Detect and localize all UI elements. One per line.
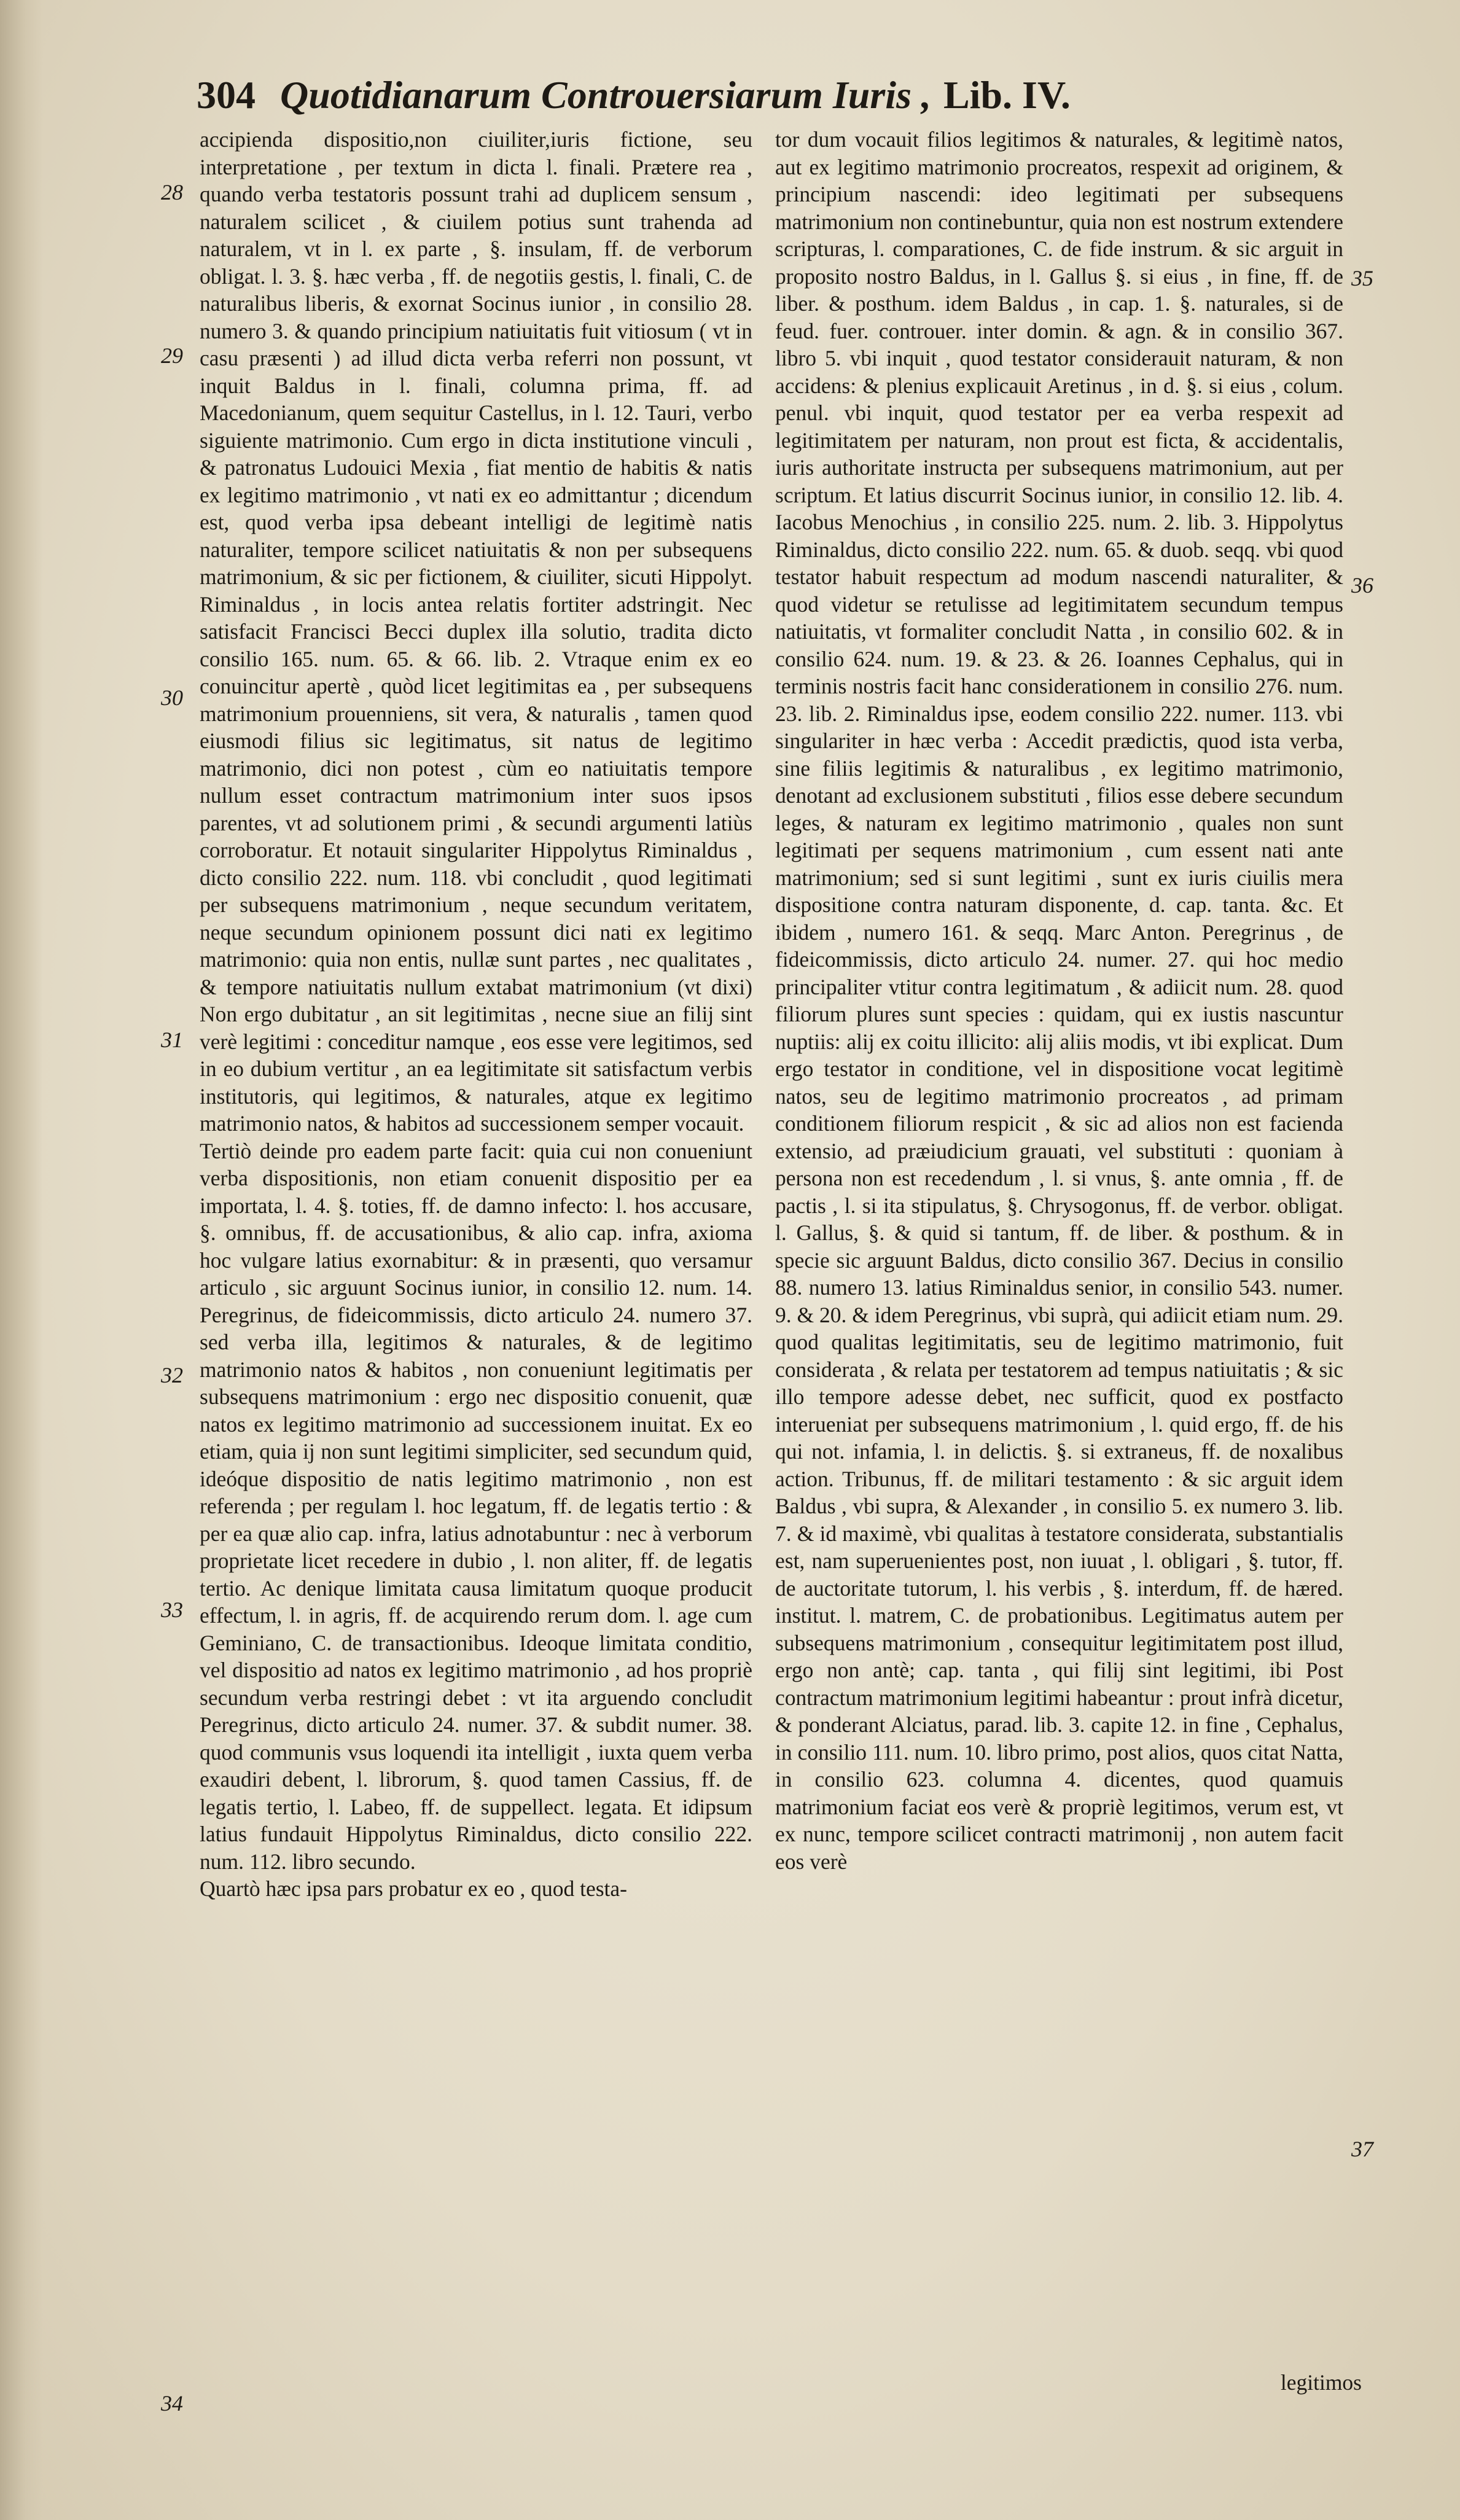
paragraph: accipienda dispositio,non ciuiliter,iuris fictione, seu interpretatione , per textum in dicta l. finali. Prætere rea , quando verba testatoris possunt trahi ad duplicem sensum , naturalem scilicet , & ciuilem potius sunt trahenda ad naturalem, vt in l. ex parte , §. insulam, ff. de verborum obligat. l. 3. §. hæc verba , ff. de negotiis gestis, l. finali, C. de naturalibus liberis, & exornat Socinus iunior , in consilio 28. numero 3. & quando principium natiuitatis fuit vitiosum ( vt in casu præsenti ) ad illud dicta verba referri non possunt, vt inquit Baldus in l. finali, columna prima, ff. ad Macedonianum, quem sequitur Castellus, in l. 12. Tauri, verbo siguiente matrimonio. Cum ergo in dicta institutione vinculi , & patronatus Ludouici Mexia , fiat mentio de habitis & natis ex legitimo matrimonio , vt nati ex eo admittantur ; dicendum est, quod verba ipsa debeant intelligi de legitimè natis naturaliter, tempore scilicet natiuitatis & non per subsequens matrimonium, & sic per fictionem, & ciuiliter, sicuti Hippolyt. Riminaldus , in locis antea relatis fortiter adstringit. Nec satisfacit Francisci Becci duplex illa solutio, tradita dicto consilio 165. num. 65. & 66. lib. 2. Vtraque enim ex eo conuincitur apertè , quòd licet legitimitas ea , per subsequens matrimonium prouenniens, sit vera, & naturalis , tamen quod eiusmodi filius sic legitimatus, sit natus de legitimo matrimonio, dici non potest , cùm eo natiuitatis tempore nullum esset contractum matrimonium inter suos ipsos parentes, vt ad solutionem primi , & secundi argumenti latiùs corroboratur. Et notauit singulariter Hippolytus Riminaldus , dicto consilio 222. num. 118. vbi concludit , quod legitimati per subsequens matrimonium , neque secundum veritatem, neque secundum opinionem possunt dici nati ex legitimo matrimonio: quia non entis, nullæ sunt partes , nec qualitates , & tempore natiuitatis nullum extabat matrimonium (vt dixi) Non ergo dubitatur , an sit legitimitas , necne siue an filij sint verè legitimi : conceditur namque , eos esse vere legitimos, sed in eo dubium vertitur , an ea legitimitate sit satisfactum verbis institutoris, qui legitimos, & naturales, atque ex legitimo matrimonio natos, & habitos ad successionem semper vocauit. <box>200 127 752 1136</box>
margin-number: 37 <box>1351 2137 1373 2161</box>
margin-number: 30 <box>161 685 183 710</box>
binding-gutter <box>0 0 43 2520</box>
book-label: Lib. IV. <box>943 73 1071 117</box>
page-number: 304 <box>197 73 256 117</box>
paragraph: Tertiò deinde pro eadem parte facit: quia cui non conueniunt verba dispositionis, non etiam conuenit dispositio per ea importata, l. 4. §. toties, ff. de damno infecto: l. hos accusare, §. omnibus, ff. de accusationibus, & alio cap. infra, axioma hoc vulgare latius exornabitur: & in præsenti, quo versamur articulo , sic arguunt Socinus iunior, in consilio 12. num. 14. Peregrinus, de fideicommissis, dicto articulo 24. numero 37. sed verba illa, legitimos & naturales, & de legitimo matrimonio natos & habitos , non conueniunt legitimatis per subsequens matrimonium : ergo nec dispositio conuenit, quæ natos ex legitimo matrimonio ad successionem inuitat. Ex eo etiam, quia ij non sunt legitimi simpliciter, sed secundum quid, ideóque dispositio de natis legitimo matrimonio , non est referenda ; per regulam l. hoc legatum, ff. de legatis tertio : & per ea quæ alio cap. infra, latius adnotabuntur : nec à verborum proprietate licet recedere in dubio , l. non aliter, ff. de legatis tertio. Ac denique limitata causa limitatum quoque producit effectum, l. in agris, ff. de acquirendo rerum dom. l. age cum Geminiano, C. de transactionibus. Ideoque limitata conditio, vel dispositio ad natos ex legitimo matrimonio , ad hos propriè secundum verba restringi debet : vt ita arguendo concludit Peregrinus, dicto articulo 24. numer. 37. & subdit numer. 38. quod communis vsus loquendi ita intelligit , iuxta quem verba exaudiri debent, l. librorum, §. quod tamen Cassius, ff. de legatis tertio, l. Labeo, ff. de suppellect. legata. Et idipsum latius fundauit Hippolytus Riminaldus, dicto consilio 222. num. 112. libro secundo. <box>200 1138 752 1874</box>
margin-number: 29 <box>161 343 183 368</box>
margin-number: 33 <box>161 1597 183 1622</box>
paragraph: tor dum vocauit filios legitimos & naturales, & legitimè natos, aut ex legitimo matrimonio procreatos, respexit ad originem, & principium nascendi: ideo legitimati per subsequens matrimonium non continebuntur, quia non est nostrum extendere scripturas, l. comparationes, C. de fide instrum. & sic arguit in proposito nostro Baldus, in l. Gallus §. si eius , in fine, ff. de liber. & posthum. idem Baldus , in cap. 1. §. naturales, si de feud. fuer. controuer. inter domin. & agn. & in consilio 367. libro 5. vbi inquit , quod testator considerauit naturam, & non accidens: & plenius explicauit Aretinus , in d. §. si eius , colum. penul. vbi inquit, quod testator per ea verba respexit ad legitimitatem per naturam, non prout est ficta, & accidentalis, iuris authoritate instructa per subsequens matrimonium, aut per scriptum. Et latius discurrit Socinus iunior, in consilio 12. lib. 4. Iacobus Menochius , in consilio 225. num. 2. lib. 3. Hippolytus Riminaldus, dicto consilio 222. num. 65. & duob. seqq. vbi quod testator habuit respectum ad modum nascendi naturaliter, & quod videtur se retulisse ad legitimitatem secundum tempus natiuitatis, vt formaliter concludit Natta , in consilio 602. & in consilio 624. num. 19. & 23. & 26. Ioannes Cephalus, qui in terminis nostris facit hanc considerationem in consilio 276. num. 23. lib. 2. Riminaldus ipse, eodem consilio 222. numer. 113. vbi singulariter in hæc verba : Accedit prædictis, quod ista verba, sine filiis legitimis & naturalibus , ex legitimo matrimonio, denotant ad exclusionem substituti , filios esse debere secundum leges, & naturam ex legitimo matrimonio , quales non sunt legitimati per sequens matrimonium , cum essent nati ante matrimonium; sed si sunt legitimi , sunt ex iuris ciuilis mera dispositione contra naturam disponente, d. cap. tanta. &c. Et ibidem , numero 161. & seqq. Marc Anton. Peregrinus , de fideicommissis, dicto articulo 24. numer. 27. qui hoc medio principaliter vtitur contra legitimatum , & adiicit num. 28. quod filiorum plures sunt species : quidam, qui ex iustis nascuntur nuptiis: alij ex coitu illicito: alij aliis modis, vt ibi explicat. Dum ergo testator in conditione, vel in dispositione vocat legitimè natos, seu de legitimo matrimonio procreatos , ad primam conditionem filiorum respicit , & sic ad alios non est facienda extensio, ad præiudicium grauati, vel substituti : quoniam à persona non est recedendum , l. si vnus, §. ante omnia , ff. de pactis , l. si ita stipulatus, §. Chrysogonus, ff. de verbor. obligat. l. Gallus, §. & quid si tantum, ff. de liber. & posthum. & in specie sic arguunt Baldus, dicto consilio 367. Decius in consilio 88. numero 13. latius Riminaldus senior, in consilio 543. numer. 9. & 20. & idem Peregrinus, vbi suprà, qui adiicit etiam num. 29. quod qualitas legitimitatis, seu de legitimo matrimonio, fuit considerata , & relata per testatorem ad tempus natiuitatis ; & sic illo tempore adesse debet, nec sufficit, quod ex postfacto interueniat per subsequens matrimonium , l. quid ergo, ff. de his qui not. infamia, l. in delictis. §. si extraneus, ff. de noxalibus action. Tribunus, ff. de militari testamento : & sic arguit idem Baldus , vbi supra, & Alexander , in consilio 5. ex numero 3. lib. 7. & id maximè, vbi qualitas à testatore considerata, substantialis est, nam superuenientes post, non iuuat , l. obligari , §. tutor, ff. de auctoritate tutorum, l. his verbis , §. interdum, ff. de hæred. institut. l. matrem, C. de probationibus. Legitimatus autem per subsequens matrimonium , consequitur legitimitatem post illud, ergo non antè; cap. tanta , qui filij sint legitimi, ibi Post contractum matrimonium legitimi habeantur : prout infrà dicetur, & ponderant Alciatus, parad. lib. 3. capite 12. in fine , Cephalus, in consilio 111. num. 10. libro primo, post alios, quos citat Natta, in consilio 623. columna 4. dicentes, quod quamuis matrimonium faciat eos verè & propriè legitimos, verum est, vt ex nunc, tempore scilicet contracti matrimonij , non autem facit eos verè <box>775 127 1343 1874</box>
right-column <box>775 126 1343 1875</box>
margin-number: 31 <box>161 1028 183 1052</box>
margin-number: 36 <box>1351 573 1373 598</box>
margin-number: 35 <box>1351 266 1373 291</box>
paragraph: Quartò hæc ipsa pars probatur ex eo , quod testa- <box>200 1876 627 1901</box>
margin-number: 34 <box>161 2391 183 2416</box>
running-header <box>197 72 1253 128</box>
running-title: Quotidianarum Controuersiarum Iuris , <box>280 73 931 117</box>
left-column <box>200 126 752 1903</box>
margin-number: 28 <box>161 180 183 205</box>
catchword: legitimos <box>1280 2370 1362 2395</box>
margin-number: 32 <box>161 1363 183 1387</box>
